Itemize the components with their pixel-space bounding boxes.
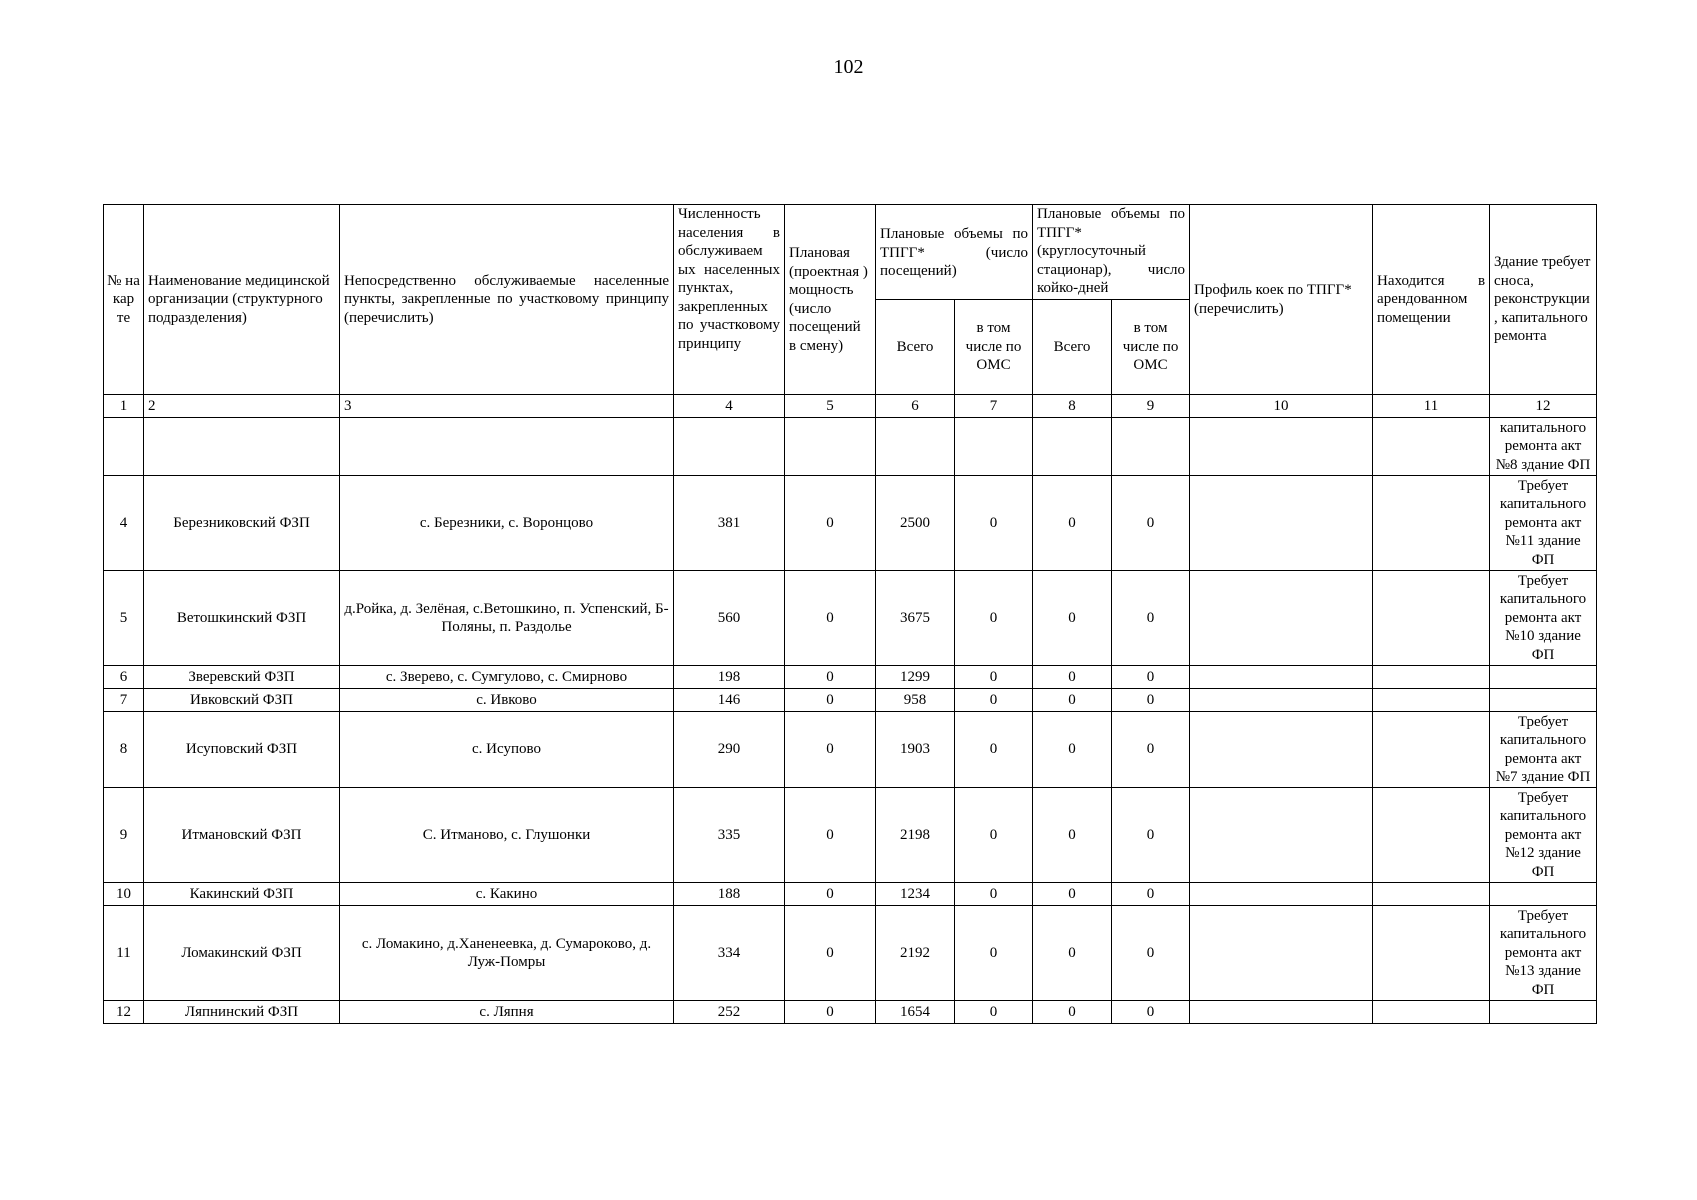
building-state [1490,883,1597,906]
organization-name: Ветошкинский ФЗП [144,571,340,666]
visits-oms: 0 [955,712,1033,788]
visits-oms: 0 [955,666,1033,689]
table-row [104,788,1597,883]
rented-premises [1373,712,1490,788]
population: 334 [674,906,785,1001]
bed-profile [1190,1001,1373,1024]
beds-total: 0 [1033,1001,1112,1024]
visits-total: 2198 [876,788,955,883]
bed-profile [1190,476,1373,571]
bed-profile [1190,666,1373,689]
column-number: 3 [340,395,674,418]
rented-premises [1373,788,1490,883]
header-bed-days-volume: Плановые объемы по ТПГГ* (круглосуточный стационар), число койко-дней [1033,205,1190,300]
column-number: 9 [1112,395,1190,418]
row-number: 6 [104,666,144,689]
organization-name: Зверевский ФЗП [144,666,340,689]
bed-profile [1190,883,1373,906]
population: 290 [674,712,785,788]
facilities-table [103,204,1597,1024]
rented-premises [1373,1001,1490,1024]
table-row [104,883,1597,906]
organization-name: Итмановский ФЗП [144,788,340,883]
row-number: 10 [104,883,144,906]
beds-total: 0 [1033,906,1112,1001]
organization-name: Ляпнинский ФЗП [144,1001,340,1024]
table-row [104,689,1597,712]
header-visits-volume: Плановые объемы по ТПГГ* (число посещений) [876,205,1033,300]
beds-total: 0 [1033,571,1112,666]
beds-oms: 0 [1112,571,1190,666]
column-numbers-row [104,395,1597,418]
column-number: 1 [104,395,144,418]
rented-premises [1373,689,1490,712]
organization-name: Ивковский ФЗП [144,689,340,712]
table-row [104,666,1597,689]
population: 198 [674,666,785,689]
beds-total: 0 [1033,883,1112,906]
building-state: Требует капитального ремонта акт №7 здание ФП [1490,712,1597,788]
beds-total: 0 [1033,476,1112,571]
beds-total: 0 [1033,689,1112,712]
header-visits-oms: в том числе по ОМС [955,300,1033,395]
capacity: 0 [785,906,876,1001]
organization-name: Березниковский ФЗП [144,476,340,571]
visits-oms: 0 [955,788,1033,883]
column-number: 2 [144,395,340,418]
table-row [104,712,1597,788]
header-served-places: Непосредственно обслуживаемые населенные пункты, закрепленные по участковому принципу (перечислить) [340,205,674,395]
row-number: 8 [104,712,144,788]
population: 381 [674,476,785,571]
beds-oms: 0 [1112,883,1190,906]
rented-premises [1373,666,1490,689]
visits-oms: 0 [955,476,1033,571]
population: 146 [674,689,785,712]
served-places: с. Исупово [340,712,674,788]
visits-oms: 0 [955,906,1033,1001]
rented-premises [1373,906,1490,1001]
continuation-row [104,418,1597,476]
served-places: с. Ивково [340,689,674,712]
served-places: с. Ляпня [340,1001,674,1024]
continuation-note: капитального ремонта акт №8 здание ФП [1490,418,1597,476]
building-state: Требует капитального ремонта акт №13 здание ФП [1490,906,1597,1001]
capacity: 0 [785,788,876,883]
served-places: с. Какино [340,883,674,906]
organization-name: Исуповский ФЗП [144,712,340,788]
row-number: 12 [104,1001,144,1024]
column-number: 5 [785,395,876,418]
header-building-state: Здание требует сноса, реконструкции , капитального ремонта [1490,205,1597,395]
capacity: 0 [785,689,876,712]
data-rows [104,476,1597,1024]
header-map-number: № на кар те [104,205,144,395]
building-state [1490,666,1597,689]
visits-oms: 0 [955,689,1033,712]
capacity: 0 [785,666,876,689]
beds-total: 0 [1033,788,1112,883]
visits-oms: 0 [955,1001,1033,1024]
rented-premises [1373,883,1490,906]
row-number: 9 [104,788,144,883]
building-state: Требует капитального ремонта акт №12 здание ФП [1490,788,1597,883]
visits-total: 2192 [876,906,955,1001]
header-rented-premises: Находится в арендованном помещении [1373,205,1490,395]
population: 188 [674,883,785,906]
header-beds-total: Всего [1033,300,1112,395]
visits-total: 2500 [876,476,955,571]
row-number: 11 [104,906,144,1001]
visits-oms: 0 [955,883,1033,906]
column-number: 4 [674,395,785,418]
served-places: д.Ройка, д. Зелёная, с.Ветошкино, п. Успенский, Б-Поляны, п. Раздолье [340,571,674,666]
beds-oms: 0 [1112,788,1190,883]
column-number: 7 [955,395,1033,418]
population: 252 [674,1001,785,1024]
row-number: 7 [104,689,144,712]
population: 335 [674,788,785,883]
table-row [104,476,1597,571]
bed-profile [1190,712,1373,788]
beds-oms: 0 [1112,476,1190,571]
beds-oms: 0 [1112,689,1190,712]
capacity: 0 [785,883,876,906]
rented-premises [1373,571,1490,666]
bed-profile [1190,906,1373,1001]
header-visits-total: Всего [876,300,955,395]
table-row [104,1001,1597,1024]
header-beds-oms: в том числе по ОМС [1112,300,1190,395]
bed-profile [1190,571,1373,666]
header-population: Численность населения в обслуживаем ых населенных пунктах, закрепленных по участковому принципу [674,205,785,395]
bed-profile [1190,689,1373,712]
served-places: с. Зверево, с. Сумгулово, с. Смирново [340,666,674,689]
capacity: 0 [785,712,876,788]
visits-total: 1903 [876,712,955,788]
visits-total: 3675 [876,571,955,666]
bed-profile [1190,788,1373,883]
building-state: Требует капитального ремонта акт №10 здание ФП [1490,571,1597,666]
building-state [1490,1001,1597,1024]
building-state: Требует капитального ремонта акт №11 здание ФП [1490,476,1597,571]
column-number: 8 [1033,395,1112,418]
beds-oms: 0 [1112,666,1190,689]
served-places: С. Итманово, с. Глушонки [340,788,674,883]
column-number: 12 [1490,395,1597,418]
building-state [1490,689,1597,712]
capacity: 0 [785,476,876,571]
page-number: 102 [833,56,864,78]
beds-total: 0 [1033,666,1112,689]
header-capacity: Плановая (проектная ) мощность (число посещений в смену) [785,205,876,395]
rented-premises [1373,476,1490,571]
column-number: 6 [876,395,955,418]
visits-total: 958 [876,689,955,712]
header-bed-profile: Профиль коек по ТПГГ* (перечислить) [1190,205,1373,395]
column-number: 11 [1373,395,1490,418]
served-places: с. Березники, с. Воронцово [340,476,674,571]
population: 560 [674,571,785,666]
organization-name: Ломакинский ФЗП [144,906,340,1001]
column-number: 10 [1190,395,1373,418]
row-number: 5 [104,571,144,666]
visits-oms: 0 [955,571,1033,666]
visits-total: 1234 [876,883,955,906]
beds-oms: 0 [1112,906,1190,1001]
visits-total: 1654 [876,1001,955,1024]
row-number: 4 [104,476,144,571]
capacity: 0 [785,571,876,666]
served-places: с. Ломакино, д.Ханенеевка, д. Сумароково, д. Луж-Помры [340,906,674,1001]
table-row [104,571,1597,666]
visits-total: 1299 [876,666,955,689]
beds-oms: 0 [1112,1001,1190,1024]
header-organization: Наименование медицинской организации (структурного подразделения) [144,205,340,395]
beds-oms: 0 [1112,712,1190,788]
organization-name: Какинский ФЗП [144,883,340,906]
header-row-1 [104,205,1597,300]
beds-total: 0 [1033,712,1112,788]
table-row [104,906,1597,1001]
capacity: 0 [785,1001,876,1024]
